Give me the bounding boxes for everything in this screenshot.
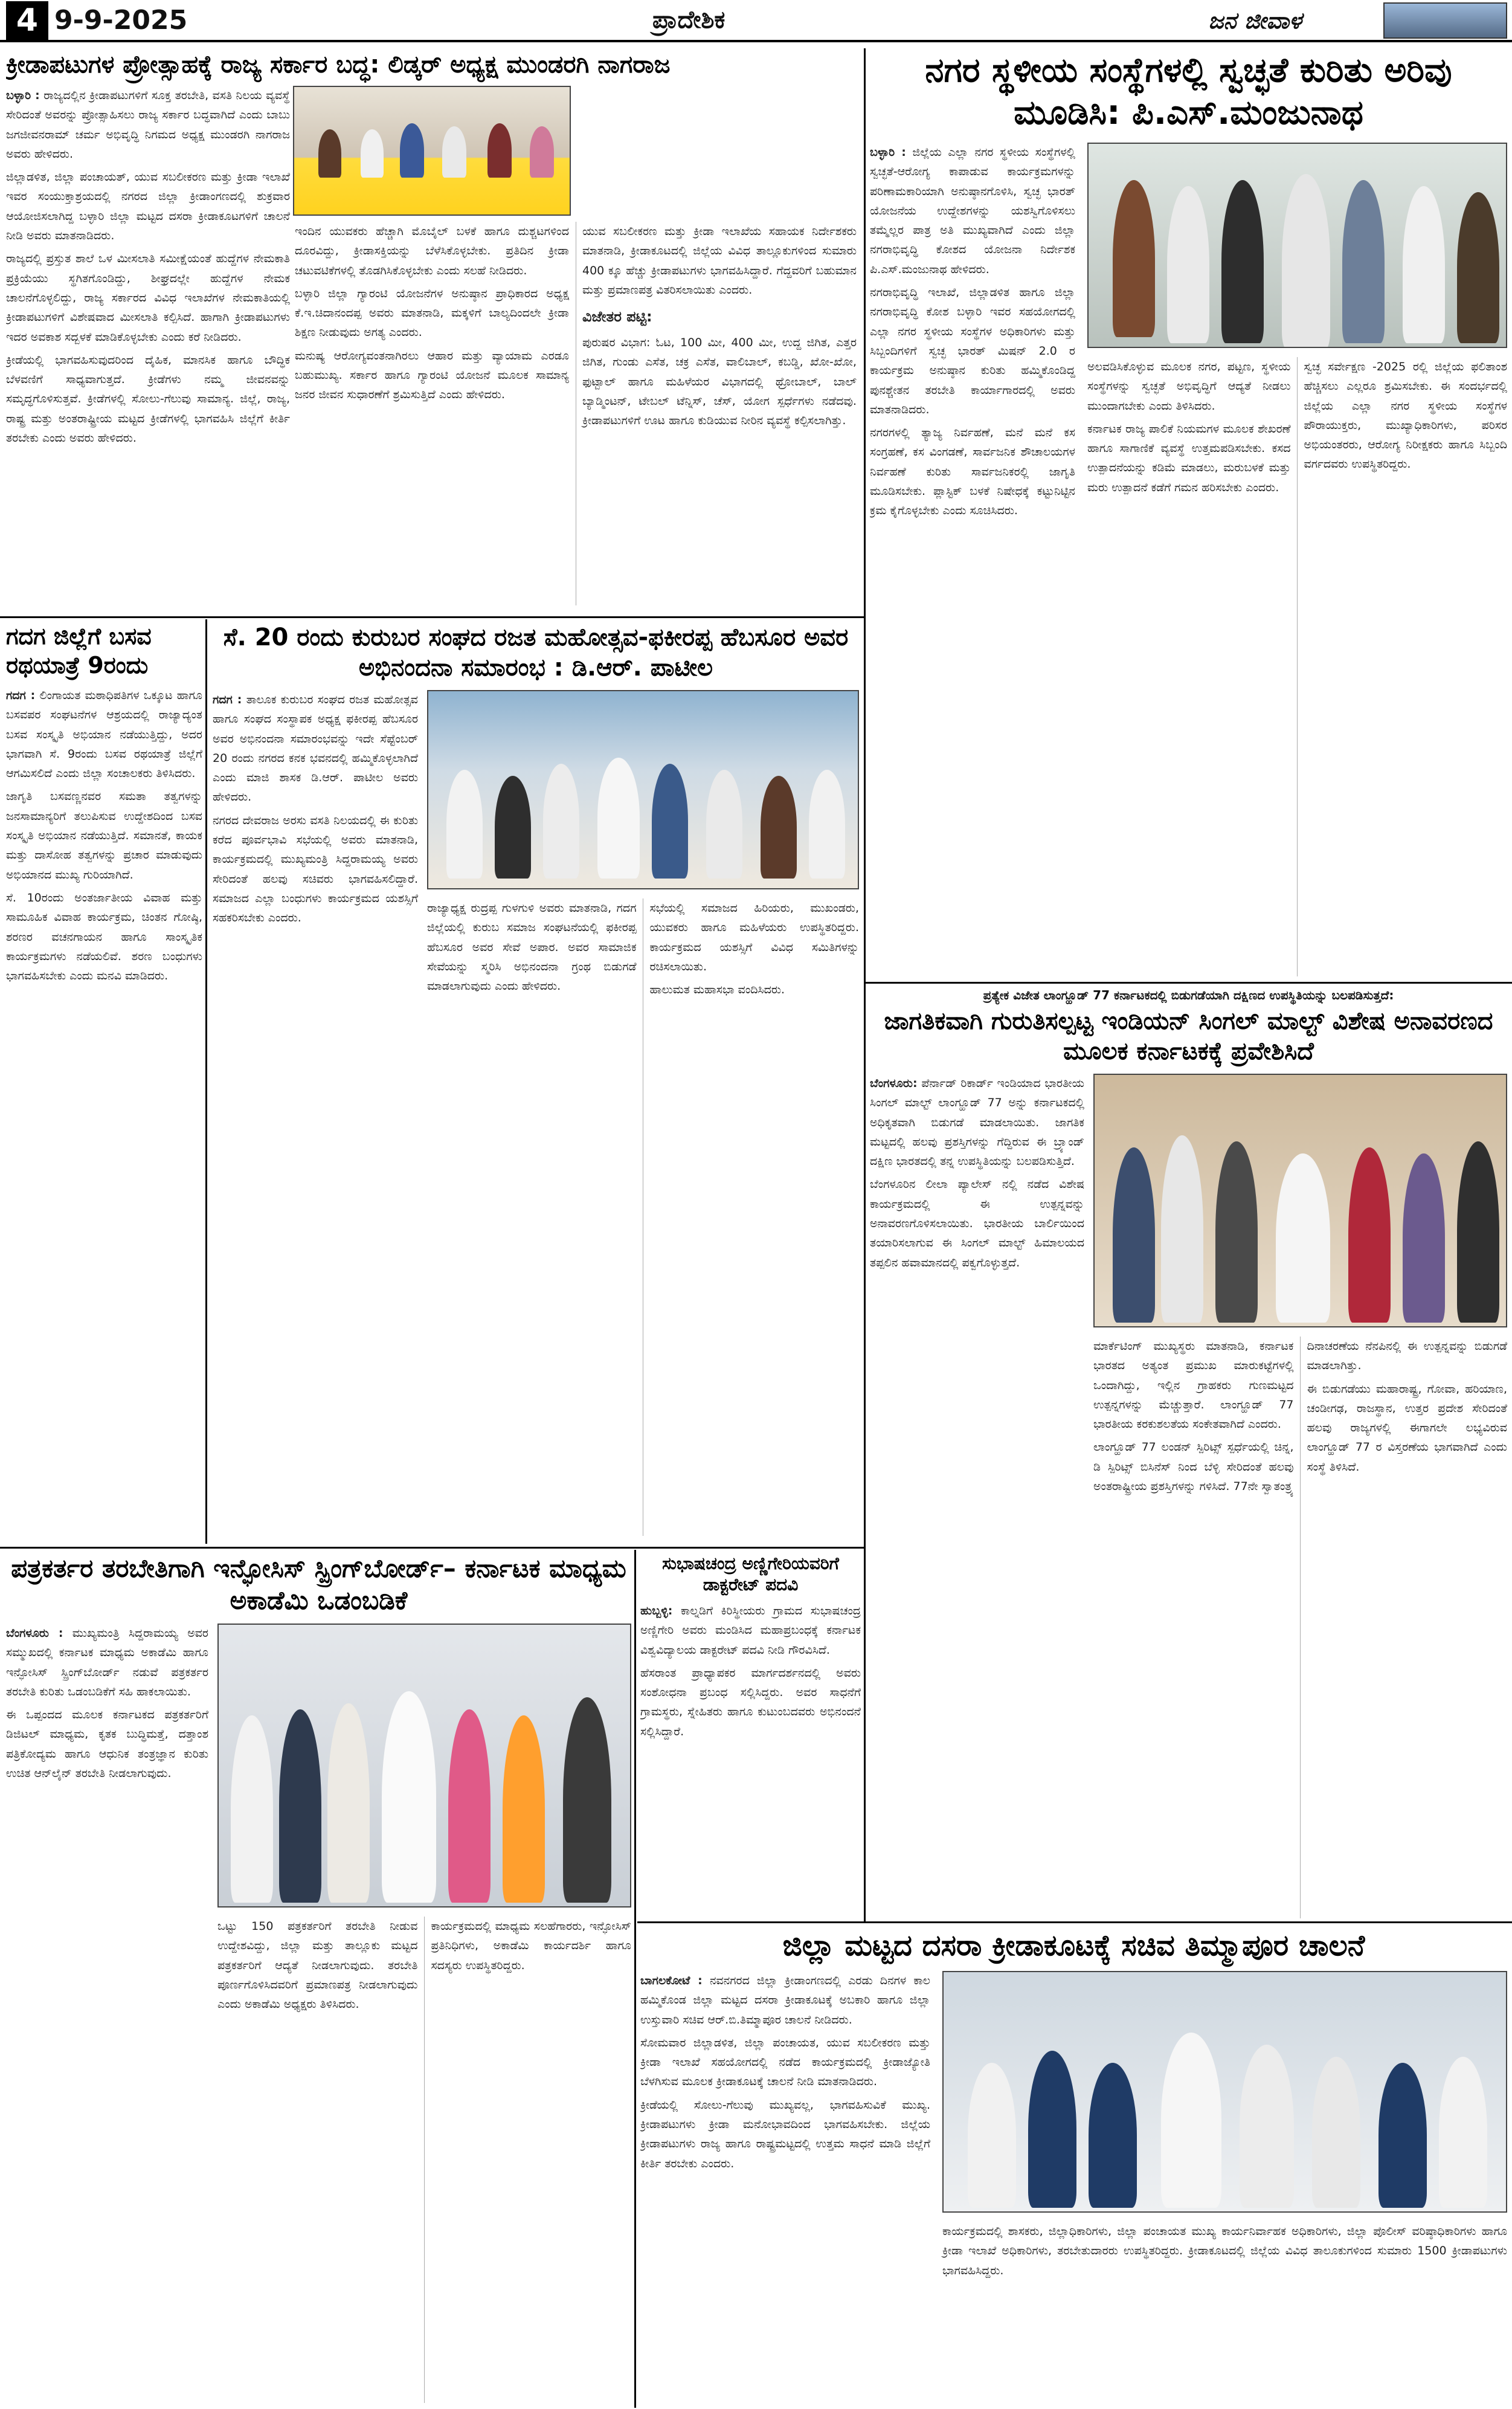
- article-sports-chair: [6, 50, 858, 611]
- article-paragraph: ಸಭೆಯಲ್ಲಿ ಸಮಾಜದ ಹಿರಿಯರು, ಮುಖಂಡರು, ಯುವಕರು ಹಾಗೂ ಮಹಿಳೆಯರು ಉಪಸ್ಥಿತರಿದ್ದರು. ಕಾರ್ಯಕ್ರಮದ ಯಶಸ್ಸಿಗೆ ವಿವಿಧ ಸಮಿತಿಗಳನ್ನು ರಚಿಸಲಾಯಿತು.: [649, 901, 859, 973]
- article-paragraph: ಕಾಲ್ನಡಿಗೆ ಕಿರಿಸ್ಥೀಯರು ಗ್ರಾಮದ ಸುಭಾಷಚಂದ್ರ ಅಣ್ಣಿಗೇರಿ ಅವರು ಮಂಡಿಸಿದ ಮಹಾಪ್ರಬಂಧಕ್ಕೆ ಕರ್ನಾಟಕ ವಿಶ್ವವಿದ್ಯಾಲಯ ಡಾಕ್ಟರೇಟ್ ಪದವಿ ನೀಡಿ ಗೌರವಿಸಿದೆ.: [640, 1604, 861, 1657]
- page-header: [0, 0, 1512, 42]
- article-photo: [293, 86, 571, 216]
- row-divider: [864, 982, 1512, 984]
- article-headline: ಜಾಗತಿಕವಾಗಿ ಗುರುತಿಸಲ್ಪಟ್ಟ ಇಂಡಿಯನ್ ಸಿಂಗಲ್ ಮಾಲ್ಟ್ ವಿಶೇಷ ಅನಾವರಣದ ಮೂಲಕ ಕರ್ನಾಟಕಕ್ಕೆ ಪ್ರವೇಶಿಸಿದೆ: [884, 1007, 1493, 1065]
- dateline: ಗದಗ :: [213, 693, 242, 706]
- article-subhead: ವಿಜೇತರ ಪಟ್ಟಿ:: [582, 308, 652, 326]
- article-kuruba: [213, 622, 859, 1544]
- article-paragraph: ಸೋಮವಾರ ಜಿಲ್ಲಾಡಳಿತ, ಜಿಲ್ಲಾ ಪಂಚಾಯತ, ಯುವ ಸಬಲೀಕರಣ ಮತ್ತು ಕ್ರೀಡಾ ಇಲಾಖೆ ಸಹಯೋಗದಲ್ಲಿ ನಡೆದ ಕಾರ್ಯಕ್ರಮದಲ್ಲಿ ಕ್ರೀಡಾಜ್ಯೋತಿ ಬೆಳಗಿಸುವ ಮೂಲಕ ಕ್ರೀಡಾಕೂಟಕ್ಕೆ ಚಾಲನೆ ನೀಡಿ ಮಾತನಾಡಿದರು.: [640, 2036, 930, 2089]
- article-paragraph: ಕಾರ್ಯಕ್ರಮದಲ್ಲಿ ಶಾಸಕರು, ಜಿಲ್ಲಾಧಿಕಾರಿಗಳು, ಜಿಲ್ಲಾ ಪಂಚಾಯತ ಮುಖ್ಯ ಕಾರ್ಯನಿರ್ವಾಹಕ ಅಧಿಕಾರಿಗಳು, ಜಿಲ್ಲಾ ಪೊಲೀಸ್ ವರಿಷ್ಠಾಧಿಕಾರಿಗಳು ಹಾಗೂ ಕ್ರೀಡಾ ಇಲಾಖೆ ಅಧಿಕಾರಿಗಳು, ತರಬೇತುದಾರರು ಉಪಸ್ಥಿತರಿದ್ದರು. ಕ್ರೀಡಾಕೂಟದಲ್ಲಿ ಜಿಲ್ಲೆಯ ವಿವಿಧ ತಾಲೂಕುಗಳಿಂದ ಸುಮಾರು 1500 ಕ್ರೀಡಾಪಟುಗಳು ಭಾಗವಹಿಸಿದ್ದರು.: [942, 2225, 1507, 2277]
- article-paragraph: ಕಾರ್ಯಕ್ರಮದಲ್ಲಿ ಮಾಧ್ಯಮ ಸಲಹೆಗಾರರು, ಇನ್ಫೋಸಿಸ್ ಪ್ರತಿನಿಧಿಗಳು, ಅಕಾಡೆಮಿ ಕಾರ್ಯದರ್ಶಿ ಹಾಗೂ ಸದಸ್ಯರು ಉಪಸ್ಥಿತರಿದ್ದರು.: [431, 1920, 631, 1972]
- article-single-malt: [870, 988, 1507, 1918]
- article-paragraph: ಸೆ. 10ರಂದು ಅಂತರ್ಜಾತೀಯ ವಿವಾಹ ಮತ್ತು ಸಾಮೂಹಿಕ ವಿವಾಹ ಕಾರ್ಯಕ್ರಮ, ಚಿಂತನ ಗೋಷ್ಠಿ, ಶರಣರ ವಚನಗಾಯನ ಹಾಗೂ ಸಾಂಸ್ಕೃತಿಕ ಕಾರ್ಯಕ್ರಮಗಳು ನಡೆಯಲಿವೆ. ಶರಣ ಬಂಧುಗಳು ಭಾಗವಹಿಸಬೇಕು ಎಂದು ಮನವಿ ಮಾಡಿದರು.: [6, 891, 202, 983]
- dateline: ಬೆಂಗಳೂರು :: [6, 1627, 63, 1640]
- page-date: 9-9-2025: [54, 5, 188, 36]
- column-divider: [634, 1550, 636, 2408]
- dateline: ಬಳ್ಳಾರಿ :: [870, 146, 906, 159]
- newspaper-brand: ಜನ ಜೀವಾಳ: [1208, 7, 1302, 34]
- article-headline: ಪತ್ರಕರ್ತರ ತರಬೇತಿಗಾಗಿ ಇನ್ಫೋಸಿಸ್ ಸ್ಪ್ರಿಂಗ್‌ಬೋರ್ಡ್– ಕರ್ನಾಟಕ ಮಾಧ್ಯಮ ಅಕಾಡೆಮಿ ಒಡಂಬಡಿಕೆ: [11, 1553, 626, 1615]
- article-paragraph: ರಾಜ್ಯಾಧ್ಯಕ್ಷ ರುದ್ರಪ್ಪ ಗುಳಗುಳಿ ಅವರು ಮಾತನಾಡಿ, ಗದಗ ಜಿಲ್ಲೆಯಲ್ಲಿ ಕುರುಬ ಸಮಾಜ ಸಂಘಟನೆಯಲ್ಲಿ ಫಕೀರಪ್ಪ ಹೆಬಸೂರ ಅವರ ಸೇವೆ ಅಪಾರ. ಅವರ ಸಾಮಾಜಿಕ ಸೇವೆಯನ್ನು ಸ್ಮರಿಸಿ ಅಭಿನಂದನಾ ಗ್ರಂಥ ಬಿಡುಗಡೆ ಮಾಡಲಾಗುವುದು ಎಂದು ಹೇಳಿದರು.: [427, 901, 637, 993]
- row-divider: [637, 1921, 1512, 1923]
- article-photo: [427, 690, 859, 889]
- article-cleanliness: [870, 50, 1507, 977]
- article-paragraph: ಲಾಂಗ್ಹೂಡ್ 77 ಲಂಡನ್ ಸ್ಪಿರಿಟ್ಸ್ ಸ್ಪರ್ಧೆಯಲ್ಲಿ ಚಿನ್ನ, ಡಿ ಸ್ಪಿರಿಟ್ಸ್ ಬಿಸಿನೆಸ್ ನಿಂದ ಬೆಳ್ಳಿ ಸೇರಿದಂತೆ ಹಲವು ಅಂತರಾಷ್ಟ್ರೀಯ ಪ್ರಶಸ್ತಿಗಳನ್ನು ಗಳಿಸಿದೆ. 77ನೇ ಸ್ವಾತಂತ್ರ್ಯ ದಿನಾಚರಣೆಯ ನೆನಪಿನಲ್ಲಿ ಈ ಉತ್ಪನ್ನವನ್ನು ಬಿಡುಗಡೆ ಮಾಡಲಾಗಿತ್ತು.: [1093, 1340, 1507, 1494]
- article-headline: ನಗರ ಸ್ಥಳೀಯ ಸಂಸ್ಥೆಗಳಲ್ಲಿ ಸ್ವಚ್ಛತೆ ಕುರಿತು ಅರಿವು ಮೂಡಿಸಿ: ಪಿ.ಎಸ್.ಮಂಜುನಾಥ: [925, 51, 1452, 132]
- article-headline: ಸುಭಾಷಚಂದ್ರ ಅಣ್ಣಿಗೇರಿಯವರಿಗೆ ಡಾಕ್ಟರೇಟ್ ಪದವಿ: [662, 1553, 839, 1595]
- article-headline: ಗದಗ ಜಿಲ್ಲೆಗೆ ಬಸವ ರಥಯಾತ್ರೆ 9ರಂದು: [6, 623, 152, 679]
- article-paragraph: ಜಿಲ್ಲಾಡಳಿತ, ಜಿಲ್ಲಾ ಪಂಚಾಯತ್, ಯುವ ಸಬಲೀಕರಣ ಮತ್ತು ಕ್ರೀಡಾ ಇಲಾಖೆ ಇವರ ಸಂಯುಕ್ತಾಶ್ರಯದಲ್ಲಿ ನಗರದ ಜಿಲ್ಲಾ ಕ್ರೀಡಾಂಗಣದಲ್ಲಿ ಶುಕ್ರವಾರ ಆಯೋಜಿಸಲಾಗಿದ್ದ ಬಳ್ಳಾರಿ ಜಿಲ್ಲಾ ಮಟ್ಟದ ದಸರಾ ಕ್ರೀಡಾಕೂಟಗಳಿಗೆ ಚಾಲನೆ ನೀಡಿ ಅವರು ಮಾತನಾಡಿದರು.: [6, 170, 290, 243]
- article-dasara: [640, 1927, 1507, 2405]
- dateline: ಬೆಂಗಳೂರು:: [870, 1077, 918, 1090]
- article-photo: [1093, 1074, 1507, 1327]
- dateline: ಹುಬ್ಬಳ್ಳಿ:: [640, 1604, 673, 1617]
- article-paragraph: ಕ್ರೀಡೆಯಲ್ಲಿ ಸೋಲು-ಗೆಲುವು ಮುಖ್ಯವಲ್ಲ, ಭಾಗವಹಿಸುವಿಕೆ ಮುಖ್ಯ. ಕ್ರೀಡಾಪಟುಗಳು ಕ್ರೀಡಾ ಮನೋಭಾವದಿಂದ ಭಾಗವಹಿಸಬೇಕು. ಜಿಲ್ಲೆಯ ಕ್ರೀಡಾಪಟುಗಳು ರಾಜ್ಯ ಹಾಗೂ ರಾಷ್ಟ್ರಮಟ್ಟದಲ್ಲಿ ಉತ್ತಮ ಸಾಧನೆ ಮಾಡಿ ಜಿಲ್ಲೆಗೆ ಕೀರ್ತಿ ತರಬೇಕು ಎಂದರು.: [640, 2098, 930, 2170]
- article-paragraph: ಸ್ವಚ್ಛ ಸರ್ವೇಕ್ಷಣ -2025 ರಲ್ಲಿ ಜಿಲ್ಲೆಯ ಫಲಿತಾಂಶ ಹೆಚ್ಚಿಸಲು ಎಲ್ಲರೂ ಶ್ರಮಿಸಬೇಕು. ಈ ಸಂದರ್ಭದಲ್ಲಿ ಜಿಲ್ಲೆಯ ಎಲ್ಲಾ ನಗರ ಸ್ಥಳೀಯ ಸಂಸ್ಥೆಗಳ ಪೌರಾಯುಕ್ತರು, ಮುಖ್ಯಾಧಿಕಾರಿಗಳು, ಪರಿಸರ ಅಭಿಯಂತರರು, ಆರೋಗ್ಯ ನಿರೀಕ್ಷಕರು ಹಾಗೂ ಸಿಬ್ಬಂದಿ ವರ್ಗದವರು ಉಪಸ್ಥಿತರಿದ್ದರು.: [1304, 360, 1507, 471]
- article-paragraph: ರಾಜ್ಯದಲ್ಲಿನ ಕ್ರೀಡಾಪಟುಗಳಿಗೆ ಸೂಕ್ತ ತರಬೇತಿ, ವಸತಿ ನಿಲಯ ವ್ಯವಸ್ಥೆ ಸೇರಿದಂತೆ ಅವರನ್ನು ಪ್ರೋತ್ಸಾಹಿಸಲು ರಾಜ್ಯ ಸರ್ಕಾರ ಬದ್ಧವಾಗಿದೆ ಎಂದು ಬಾಬು ಜಗಜೀವನರಾಮ್ ಚರ್ಮ ಅಭಿವೃದ್ಧಿ ನಿಗಮದ ಅಧ್ಯಕ್ಷ ಮುಂಡರಗಿ ನಾಗರಾಜ ಅವರು ಹೇಳಿದರು.: [6, 89, 290, 161]
- article-paragraph: ನಗರದ ದೇವರಾಜ ಅರಸು ವಸತಿ ನಿಲಯದಲ್ಲಿ ಈ ಕುರಿತು ಕರೆದ ಪೂರ್ವಭಾವಿ ಸಭೆಯಲ್ಲಿ ಅವರು ಮಾತನಾಡಿ, ಕಾರ್ಯಕ್ರಮದಲ್ಲಿ ಮುಖ್ಯಮಂತ್ರಿ ಸಿದ್ದರಾಮಯ್ಯ ಅವರು ಸೇರಿದಂತೆ ಹಲವು ಸಚಿವರು ಭಾಗವಹಿಸಲಿದ್ದಾರೆ. ಸಮಾಜದ ಎಲ್ಲಾ ಬಂಧುಗಳು ಕಾರ್ಯಕ್ರಮದ ಯಶಸ್ಸಿಗೆ ಸಹಕರಿಸಬೇಕು ಎಂದರು.: [213, 813, 418, 925]
- article-paragraph: ಮನುಷ್ಯ ಆರೋಗ್ಯವಂತನಾಗಿರಲು ಆಹಾರ ಮತ್ತು ವ್ಯಾಯಾಮ ಎರಡೂ ಬಹುಮುಖ್ಯ. ಸರ್ಕಾರ ಹಾಗೂ ಗ್ಯಾರಂಟಿ ಯೋಜನೆ ಮೂಲಕ ಸಾಮಾನ್ಯ ಜನರ ಜೀವನ ಸುಧಾರಣೆಗೆ ಶ್ರಮಿಸುತ್ತಿದೆ ಎಂದು ಹೇಳಿದರು.: [295, 349, 569, 402]
- column-divider: [864, 985, 866, 1921]
- article-paragraph: ನಗರಗಳಲ್ಲಿ ತ್ಯಾಜ್ಯ ನಿರ್ವಹಣೆ, ಮನೆ ಮನೆ ಕಸ ಸಂಗ್ರಹಣೆ, ಕಸ ವಿಂಗಡಣೆ, ಸಾರ್ವಜನಿಕ ಶೌಚಾಲಯಗಳ ನಿರ್ವಹಣೆ ಕುರಿತು ಸಾರ್ವಜನಿಕರಲ್ಲಿ ಜಾಗೃತಿ ಮೂಡಿಸಬೇಕು. ಪ್ಲಾಸ್ಟಿಕ್ ಬಳಕೆ ನಿಷೇಧಕ್ಕೆ ಕಟ್ಟುನಿಟ್ಟಿನ ಕ್ರಮ ಕೈಗೊಳ್ಳಬೇಕು ಎಂದು ಸೂಚಿಸಿದರು.: [870, 426, 1075, 518]
- article-paragraph: ಇಂದಿನ ಯುವಕರು ಹೆಚ್ಚಾಗಿ ಮೊಬೈಲ್ ಬಳಕೆ ಹಾಗೂ ದುಶ್ಚಟಗಳಿಂದ ದೂರವಿದ್ದು, ಕ್ರೀಡಾಸಕ್ತಿಯನ್ನು ಬೆಳೆಸಿಕೊಳ್ಳಬೇಕು. ಪ್ರತಿದಿನ ಕ್ರೀಡಾ ಚಟುವಟಿಕೆಗಳಲ್ಲಿ ತೊಡಗಿಸಿಕೊಳ್ಳಬೇಕು ಎಂದು ಸಲಹೆ ನೀಡಿದರು.: [295, 225, 569, 277]
- column-divider: [205, 619, 207, 1544]
- article-paragraph: ಪೆರ್ನಾಡ್ ರಿಕಾರ್ಡ್ ಇಂಡಿಯಾದ ಭಾರತೀಯ ಸಿಂಗಲ್ ಮಾಲ್ಟ್ ಲಾಂಗ್ಹೂಡ್ 77 ಅನ್ನು ಕರ್ನಾಟಕದಲ್ಲಿ ಅಧಿಕೃತವಾಗಿ ಬಿಡುಗಡೆ ಮಾಡಲಾಯಿತು. ಜಾಗತಿಕ ಮಟ್ಟದಲ್ಲಿ ಹಲವು ಪ್ರಶಸ್ತಿಗಳನ್ನು ಗೆದ್ದಿರುವ ಈ ಬ್ರ್ಯಾಂಡ್ ದಕ್ಷಿಣ ಭಾರತದಲ್ಲಿ ತನ್ನ ಉಪಸ್ಥಿತಿಯನ್ನು ಬಲಪಡಿಸುತ್ತಿದೆ.: [870, 1077, 1085, 1169]
- article-paragraph: ಲಿಂಗಾಯತ ಮಠಾಧಿಪತಿಗಳ ಒಕ್ಕೂಟ ಹಾಗೂ ಬಸವಪರ ಸಂಘಟನೆಗಳ ಆಶ್ರಯದಲ್ಲಿ ರಾಜ್ಯಾದ್ಯಂತ ಬಸವ ಸಂಸ್ಕೃತಿ ಅಭಿಯಾನ ನಡೆಯುತ್ತಿದ್ದು, ಅದರ ಭಾಗವಾಗಿ ಸೆ. 9ರಂದು ಬಸವ ರಥಯಾತ್ರೆ ಜಿಲ್ಲೆಗೆ ಆಗಮಿಸಲಿದೆ ಎಂದು ಜಿಲ್ಲಾ ಸಂಚಾಲಕರು ತಿಳಿಸಿದರು.: [6, 689, 202, 781]
- article-paragraph: ಕರ್ನಾಟಕ ರಾಜ್ಯ ಪಾಲಿಕೆ ನಿಯಮಗಳ ಮೂಲಕ ಶೇಖರಣೆ ಹಾಗೂ ಸಾಗಾಣಿಕೆ ವ್ಯವಸ್ಥೆ ಉತ್ತಮಪಡಿಸಬೇಕು. ಕಸದ ಉತ್ಪಾದನೆಯನ್ನು ಕಡಿಮೆ ಮಾಡಲು, ಮರುಬಳಕೆ ಮತ್ತು ಮರು ಉತ್ಪಾದನೆ ಕಡೆಗೆ ಗಮನ ಹರಿಸಬೇಕು ಎಂದರು.: [1087, 422, 1291, 494]
- masthead-photo: [1383, 2, 1507, 39]
- article-paragraph: ಜಿಲ್ಲೆಯ ಎಲ್ಲಾ ನಗರ ಸ್ಥಳೀಯ ಸಂಸ್ಥೆಗಳಲ್ಲಿ ಸ್ವಚ್ಛತೆ-ಆರೋಗ್ಯ ಕಾಪಾಡುವ ಕಾರ್ಯಕ್ರಮಗಳನ್ನು ಪರಿಣಾಮಕಾರಿಯಾಗಿ ಅನುಷ್ಠಾನಗೊಳಿಸಿ, ಸ್ವಚ್ಛ ಭಾರತ್ ಯೋಜನೆಯ ಉದ್ದೇಶಗಳನ್ನು ಯಶಸ್ವಿಗೊಳಿಸಲು ತಮ್ಮೆಲ್ಲರ ಪಾತ್ರ ಅತಿ ಮುಖ್ಯವಾಗಿದೆ ಎಂದು ಜಿಲ್ಲಾ ನಗರಾಭಿವೃದ್ಧಿ ಕೋಶದ ಯೋಜನಾ ನಿರ್ದೇಶಕ ಪಿ.ಎಸ್.ಮಂಜುನಾಥ ಹೇಳಿದರು.: [870, 146, 1075, 276]
- article-paragraph: ಒಟ್ಟು 150 ಪತ್ರಕರ್ತರಿಗೆ ತರಬೇತಿ ನೀಡುವ ಉದ್ದೇಶವಿದ್ದು, ಜಿಲ್ಲಾ ಮತ್ತು ತಾಲ್ಲೂಕು ಮಟ್ಟದ ಪತ್ರಕರ್ತರಿಗೆ ಆದ್ಯತೆ ನೀಡಲಾಗುವುದು. ತರಬೇತಿ ಪೂರ್ಣಗೊಳಿಸಿದವರಿಗೆ ಪ್ರಮಾಣಪತ್ರ ನೀಡಲಾಗುವುದು ಎಂದು ಅಕಾಡೆಮಿ ಅಧ್ಯಕ್ಷರು ತಿಳಿಸಿದರು.: [217, 1920, 418, 2011]
- article-paragraph: ಅಲವಡಿಸಿಕೊಳ್ಳುವ ಮೂಲಕ ನಗರ, ಪಟ್ಟಣ, ಸ್ಥಳೀಯ ಸಂಸ್ಥೆಗಳನ್ನು ಸ್ವಚ್ಛತೆ ಅಭಿವೃದ್ಧಿಗೆ ಆದ್ಯತೆ ನೀಡಲು ಮುಂದಾಗಬೇಕು ಎಂದು ತಿಳಿಸಿದರು.: [1087, 360, 1291, 413]
- article-paragraph: ಮುಖ್ಯಮಂತ್ರಿ ಸಿದ್ದರಾಮಯ್ಯ ಅವರ ಸಮ್ಮುಖದಲ್ಲಿ ಕರ್ನಾಟಕ ಮಾಧ್ಯಮ ಅಕಾಡೆಮಿ ಹಾಗೂ ಇನ್ಫೋಸಿಸ್ ಸ್ಪ್ರಿಂಗ್‌ಬೋರ್ಡ್ ನಡುವೆ ಪತ್ರಕರ್ತರ ತರಬೇತಿ ಕುರಿತು ಒಡಂಬಡಿಕೆಗೆ ಸಹಿ ಹಾಕಲಾಯಿತು.: [6, 1627, 208, 1698]
- article-kicker: ಪ್ರತ್ಯೇಕ ವಿಜೇತ ಲಾಂಗ್ಹೂಡ್ 77 ಕರ್ನಾಟಕದಲ್ಲಿ ಬಿಡುಗಡೆಯಾಗಿ ದಕ್ಷಿಣದ ಉಪಸ್ಥಿತಿಯನ್ನು ಬಲಪಡಿಸುತ್ತದೆ:: [983, 988, 1394, 1002]
- article-paragraph: ತಾಲೂಕ ಕುರುಬರ ಸಂಘದ ರಜತ ಮಹೋತ್ಸವ ಹಾಗೂ ಸಂಘದ ಸಂಸ್ಥಾಪಕ ಅಧ್ಯಕ್ಷ ಫಕೀರಪ್ಪ ಹೆಬಸೂರ ಅವರ ಅಭಿನಂದನಾ ಸಮಾರಂಭವನ್ನು ಇದೇ ಸೆಪ್ಟೆಂಬರ್ 20 ರಂದು ನಗರದ ಕನಕ ಭವನದಲ್ಲಿ ಹಮ್ಮಿಕೊಳ್ಳಲಾಗಿದೆ ಎಂದು ಮಾಜಿ ಶಾಸಕ ಡಿ.ಆರ್. ಪಾಟೀಲ ಅವರು ಹೇಳಿದರು.: [213, 693, 419, 804]
- article-paragraph: ಈ ಒಪ್ಪಂದದ ಮೂಲಕ ಕರ್ನಾಟಕದ ಪತ್ರಕರ್ತರಿಗೆ ಡಿಜಿಟಲ್ ಮಾಧ್ಯಮ, ಕೃತಕ ಬುದ್ಧಿಮತ್ತೆ, ದತ್ತಾಂಶ ಪತ್ರಿಕೋದ್ಯಮ ಹಾಗೂ ಆಧುನಿಕ ತಂತ್ರಜ್ಞಾನ ಕುರಿತು ಉಚಿತ ಆನ್‌ಲೈನ್ ತರಬೇತಿ ನೀಡಲಾಗುವುದು.: [6, 1708, 208, 1781]
- article-paragraph: ಮಾರ್ಕೆಟಿಂಗ್ ಮುಖ್ಯಸ್ಥರು ಮಾತನಾಡಿ, ಕರ್ನಾಟಕ ಭಾರತದ ಅತ್ಯಂತ ಪ್ರಮುಖ ಮಾರುಕಟ್ಟೆಗಳಲ್ಲಿ ಒಂದಾಗಿದ್ದು, ಇಲ್ಲಿನ ಗ್ರಾಹಕರು ಗುಣಮಟ್ಟದ ಉತ್ಪನ್ನಗಳನ್ನು ಮೆಚ್ಚುತ್ತಾರೆ. ಲಾಂಗ್ಹೂಡ್ 77 ಭಾರತೀಯ ಕರಕುಶಲತೆಯ ಸಂಕೇತವಾಗಿದೆ ಎಂದರು.: [1093, 1340, 1294, 1431]
- article-paragraph: ನಗರಾಭಿವೃದ್ಧಿ ಇಲಾಖೆ, ಜಿಲ್ಲಾಡಳಿತ ಹಾಗೂ ಜಿಲ್ಲಾ ನಗರಾಭಿವೃದ್ಧಿ ಕೋಶ ಬಳ್ಳಾರಿ ಇವರ ಸಹಯೋಗದಲ್ಲಿ ಎಲ್ಲಾ ನಗರ ಸ್ಥಳೀಯ ಸಂಸ್ಥೆಗಳ ಅಧಿಕಾರಿಗಳು ಮತ್ತು ಸಿಬ್ಬಂದಿಗಳಿಗೆ ಸ್ವಚ್ಛ ಭಾರತ್ ಮಿಷನ್ 2.0 ರ ಕಾರ್ಯಕ್ರಮ ಅನುಷ್ಠಾನ ಕುರಿತು ಹಮ್ಮಿಕೊಂಡಿದ್ದ ಪುನಶ್ಚೇತನ ತರಬೇತಿ ಕಾರ್ಯಾಗಾರದಲ್ಲಿ ಅವರು ಮಾತನಾಡಿದರು.: [870, 286, 1075, 416]
- row-divider: [0, 616, 864, 618]
- article-doctorate: [640, 1553, 861, 1918]
- article-headline: ಸೆ. 20 ರಂದು ಕುರುಬರ ಸಂಘದ ರಜತ ಮಹೋತ್ಸವ-ಫಕೀರಪ್ಪ ಹೆಬಸೂರ ಅವರ ಅಭಿನಂದನಾ ಸಮಾರಂಭ : ಡಿ.ಆರ್. ಪಾಟೀಲ: [223, 624, 849, 682]
- page-number: 4: [6, 1, 48, 40]
- dateline: ಬಳ್ಳಾರಿ :: [6, 89, 40, 102]
- article-paragraph: ರಾಜ್ಯದಲ್ಲಿ ಪ್ರಸ್ತುತ ಶಾಲೆ ಒಳ ಮೀಸಲಾತಿ ಸಮೀಕ್ಷೆಯಂತೆ ಹುದ್ದೆಗಳ ನೇಮಕಾತಿ ಪ್ರಕ್ರಿಯೆಯು ಸ್ಥಗಿತಗೊಂಡಿದ್ದು, ಶೀಘ್ರದಲ್ಲೇ ಹುದ್ದೆಗಳ ನೇಮಕ ಚಾಲನೆಗೊಳ್ಳಲಿದ್ದು, ರಾಜ್ಯ ಸರ್ಕಾರದ ವಿವಿಧ ಇಲಾಖೆಗಳ ನೇಮಕಾತಿಯಲ್ಲಿ ಕ್ರೀಡಾಪಟುಗಳಿಗೆ ವಿಶೇಷವಾದ ಮೀಸಲಾತಿ ಕಲ್ಪಿಸಿದೆ. ಹಾಗಾಗಿ ಕ್ರೀಡಾಪಟುಗಳು ಇದರ ಅವಕಾಶ ಸದ್ಬಳಕೆ ಮಾಡಿಕೊಳ್ಳಬೇಕು ಎಂದು ಕರೆ ನೀಡಿದರು.: [6, 252, 290, 344]
- article-paragraph: ಬೆಂಗಳೂರಿನ ಲೀಲಾ ಪ್ಯಾಲೇಸ್ ನಲ್ಲಿ ನಡೆದ ವಿಶೇಷ ಕಾರ್ಯಕ್ರಮದಲ್ಲಿ ಈ ಉತ್ಪನ್ನವನ್ನು ಅನಾವರಣಗೊಳಿಸಲಾಯಿತು. ಭಾರತೀಯ ಬಾರ್ಲಿಯಿಂದ ತಯಾರಿಸಲಾಗುವ ಈ ಸಿಂಗಲ್ ಮಾಲ್ಟ್ ಹಿಮಾಲಯದ ತಪ್ಪಲಿನ ಹವಾಮಾನದಲ್ಲಿ ಪಕ್ವಗೊಳ್ಳುತ್ತದೆ.: [870, 1178, 1084, 1269]
- article-paragraph: ಜಾಗೃತಿ ಬಸವಣ್ಣನವರ ಸಮತಾ ತತ್ವಗಳನ್ನು ಜನಸಾಮಾನ್ಯರಿಗೆ ತಲುಪಿಸುವ ಉದ್ದೇಶದಿಂದ ಬಸವ ಸಂಸ್ಕೃತಿ ಅಭಿಯಾನ ನಡೆಯುತ್ತಿದೆ. ಸಮಾನತೆ, ಕಾಯಕ ಮತ್ತು ದಾಸೋಹ ತತ್ವಗಳನ್ನು ಪ್ರಚಾರ ಮಾಡುವುದು ಅಭಿಯಾನದ ಮುಖ್ಯ ಗುರಿಯಾಗಿದೆ.: [6, 790, 202, 882]
- article-basava: [6, 622, 202, 1544]
- section-title: ಪ್ರಾದೇಶಿಕ: [652, 6, 725, 34]
- article-paragraph: ಈ ಬಿಡುಗಡೆಯು ಮಹಾರಾಷ್ಟ್ರ, ಗೋವಾ, ಹರಿಯಾಣ, ಚಂಡೀಗಢ, ರಾಜಸ್ಥಾನ, ಉತ್ತರ ಪ್ರದೇಶ ಸೇರಿದಂತೆ ಹಲವು ರಾಜ್ಯಗಳಲ್ಲಿ ಈಗಾಗಲೇ ಲಭ್ಯವಿರುವ ಲಾಂಗ್ಹೂಡ್ 77 ರ ವಿಸ್ತರಣೆಯ ಭಾಗವಾಗಿದೆ ಎಂದು ಸಂಸ್ಥೆ ತಿಳಿಸಿದೆ.: [1307, 1382, 1507, 1474]
- row-divider: [0, 1547, 864, 1549]
- dateline: ಬಾಗಲಕೋಟೆ :: [640, 1974, 703, 1987]
- article-headline: ಜಿಲ್ಲಾ ಮಟ್ಟದ ದಸರಾ ಕ್ರೀಡಾಕೂಟಕ್ಕೆ ಸಚಿವ ತಿಮ್ಮಾಪೂರ ಚಾಲನೆ: [782, 1929, 1365, 1962]
- article-paragraph: ಪುರುಷರ ವಿಭಾಗ: ಓಟ, 100 ಮೀ, 400 ಮೀ, ಉದ್ದ ಜಿಗಿತ, ಎತ್ತರ ಜಿಗಿತ, ಗುಂಡು ಎಸೆತ, ಚಕ್ರ ಎಸೆತ, ವಾಲಿಬಾಲ್, ಕಬಡ್ಡಿ, ಖೋ-ಖೋ, ಫುಟ್ಬಾಲ್ ಹಾಗೂ ಮಹಿಳೆಯರ ವಿಭಾಗದಲ್ಲಿ ಥ್ರೋಬಾಲ್, ಬಾಲ್ ಬ್ಯಾಡ್ಮಿಂಟನ್, ಟೇಬಲ್ ಟೆನ್ನಿಸ್, ಚೆಸ್, ಯೋಗ ಸ್ಪರ್ಧೆಗಳು ನಡೆದವು. ಕ್ರೀಡಾಪಟುಗಳಿಗೆ ಊಟ ಹಾಗೂ ಕುಡಿಯುವ ನೀರಿನ ವ್ಯವಸ್ಥೆ ಕಲ್ಪಿಸಲಾಗಿತ್ತು.: [582, 335, 857, 428]
- article-paragraph: ನವನಗರದ ಜಿಲ್ಲಾ ಕ್ರೀಡಾಂಗಣದಲ್ಲಿ ಎರಡು ದಿನಗಳ ಕಾಲ ಹಮ್ಮಿಕೊಂಡ ಜಿಲ್ಲಾ ಮಟ್ಟದ ದಸರಾ ಕ್ರೀಡಾಕೂಟಕ್ಕೆ ಅಬಕಾರಿ ಹಾಗೂ ಜಿಲ್ಲಾ ಉಸ್ತುವಾರಿ ಸಚಿವ ಆರ್.ಬಿ.ತಿಮ್ಮಾಪೂರ ಚಾಲನೆ ನೀಡಿದರು.: [640, 1974, 930, 2027]
- column-divider: [864, 48, 866, 991]
- article-paragraph: ಹೆಸರಾಂತ ಪ್ರಾಧ್ಯಾಪಕರ ಮಾರ್ಗದರ್ಶನದಲ್ಲಿ ಅವರು ಸಂಶೋಧನಾ ಪ್ರಬಂಧ ಸಲ್ಲಿಸಿದ್ದರು. ಅವರ ಸಾಧನೆಗೆ ಗ್ರಾಮಸ್ಥರು, ಸ್ನೇಹಿತರು ಹಾಗೂ ಕುಟುಂಬದವರು ಅಭಿನಂದನೆ ಸಲ್ಲಿಸಿದ್ದಾರೆ.: [640, 1666, 861, 1738]
- article-headline: ಕ್ರೀಡಾಪಟುಗಳ ಪ್ರೋತ್ಸಾಹಕ್ಕೆ ರಾಜ್ಯ ಸರ್ಕಾರ ಬದ್ಧ: ಲಿಡ್ಕರ್ ಅಧ್ಯಕ್ಷ ಮುಂಡರಗಿ ನಾಗರಾಜ: [6, 51, 671, 79]
- article-paragraph: ಯುವ ಸಬಲೀಕರಣ ಮತ್ತು ಕ್ರೀಡಾ ಇಲಾಖೆಯ ಸಹಾಯಕ ನಿರ್ದೇಶಕರು ಮಾತನಾಡಿ, ಕ್ರೀಡಾಕೂಟದಲ್ಲಿ ಜಿಲ್ಲೆಯ ವಿವಿಧ ತಾಲ್ಲೂಕುಗಳಿಂದ ಸುಮಾರು 400 ಕ್ಕೂ ಹೆಚ್ಚು ಕ್ರೀಡಾಪಟುಗಳು ಭಾಗವಹಿಸಿದ್ದಾರೆ. ಗೆದ್ದವರಿಗೆ ಬಹುಮಾನ ಮತ್ತು ಪ್ರಮಾಣಪತ್ರ ವಿತರಿಸಲಾಯಿತು ಎಂದರು.: [582, 225, 857, 297]
- article-paragraph: ಕ್ರೀಡೆಯಲ್ಲಿ ಭಾಗವಹಿಸುವುದರಿಂದ ದೈಹಿಕ, ಮಾನಸಿಕ ಹಾಗೂ ಬೌದ್ಧಿಕ ಬೆಳವಣಿಗೆ ಸಾಧ್ಯವಾಗುತ್ತದೆ. ಕ್ರೀಡೆಗಳು ನಮ್ಮ ಜೀವನವನ್ನು ಸಮೃದ್ಧಗೊಳಿಸುತ್ತವೆ. ಕ್ರೀಡೆಗಳಲ್ಲಿ ಸೋಲು-ಗೆಲುವು ಸಾಮಾನ್ಯ. ಜಿಲ್ಲೆ, ರಾಜ್ಯ, ರಾಷ್ಟ್ರ ಮತ್ತು ಅಂತರಾಷ್ಟ್ರೀಯ ಮಟ್ಟದ ಕ್ರೀಡೆಗಳಲ್ಲಿ ಭಾಗವಹಿಸಿ ಜಿಲ್ಲೆಗೆ ಕೀರ್ತಿ ತರಬೇಕು ಎಂದು ಅವರು ಹೇಳಿದರು.: [6, 353, 290, 445]
- article-photo: [942, 1971, 1507, 2213]
- article-photo: [1087, 143, 1507, 348]
- footer-text: ವಂದಿಸಿದರು.: [738, 983, 785, 997]
- dateline: ಗದಗ :: [6, 689, 36, 702]
- footer-name: ಹಾಲುಮತ ಮಹಾಸಭಾ: [649, 983, 735, 997]
- article-photo: [217, 1624, 631, 1908]
- article-paragraph: ಬಳ್ಳಾರಿ ಜಿಲ್ಲಾ ಗ್ಯಾರಂಟಿ ಯೋಜನೆಗಳ ಅನುಷ್ಠಾನ ಪ್ರಾಧಿಕಾರದ ಅಧ್ಯಕ್ಷ ಕೆ.ಇ.ಚಿದಾನಂದಪ್ಪ ಅವರು ಮಾತನಾಡಿ, ಮಕ್ಕಳಿಗೆ ಬಾಲ್ಯದಿಂದಲೇ ಕ್ರೀಡಾ ಶಿಕ್ಷಣ ನೀಡುವುದು ಅಗತ್ಯ ಎಂದರು.: [295, 286, 569, 340]
- article-infosys: [6, 1553, 631, 2405]
